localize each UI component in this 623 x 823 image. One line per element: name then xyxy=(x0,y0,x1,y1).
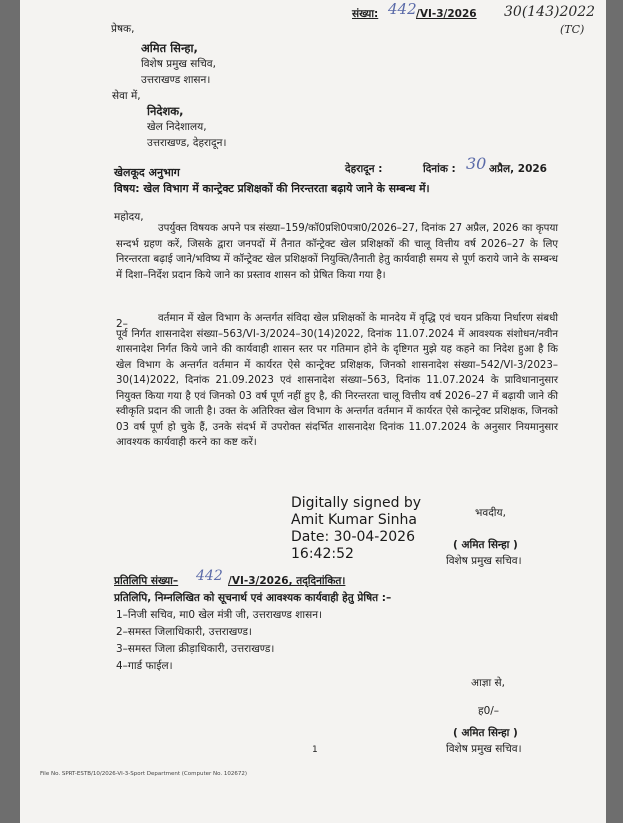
order-signatory-designation: विशेष प्रमुख सचिव। xyxy=(446,743,522,755)
copy-number-label xyxy=(114,575,178,588)
recipient-name: निदेशक, xyxy=(147,104,184,118)
date-label: दिनांक : xyxy=(423,163,456,175)
recipient-label: सेवा में, xyxy=(112,90,141,102)
sender-designation: विशेष प्रमुख सचिव, xyxy=(141,58,216,70)
recipient-office: खेल निदेशालय, xyxy=(147,121,207,133)
by-order: आज्ञा से, xyxy=(471,677,505,689)
signed-mark: ह0/– xyxy=(478,705,500,717)
closing-signatory-designation: विशेष प्रमुख सचिव। xyxy=(446,555,522,567)
copy-intro: प्रतिलिपि, निम्नलिखित को सूचनार्थ एवं आवश्यक कार्यवाही हेतु प्रेषित :– xyxy=(114,592,392,604)
copy-item-1: 1–निजी सचिव, मा0 खेल मंत्री जी, उत्तराखण्ड शासन। xyxy=(116,609,323,621)
sender-office: उत्तराखण्ड शासन। xyxy=(141,74,211,86)
letter-number-value: 442 xyxy=(388,0,417,18)
sender-name: अमित सिन्हा, xyxy=(141,41,198,55)
handwritten-file-ref: 30(143)2022 xyxy=(504,4,596,20)
place: देहरादून : xyxy=(345,163,383,175)
letter-page xyxy=(20,0,606,823)
copy-number-rest: /VI-3/2026, तद्‌दिनांकित। xyxy=(228,575,346,587)
copy-number-value: 442 xyxy=(196,568,223,584)
order-signatory-name: ( अमित सिन्हा ) xyxy=(453,727,518,739)
recipient-place: उत्तराखण्ड, देहरादून। xyxy=(147,137,227,149)
copy-item-4: 4–गार्ड फाईल। xyxy=(116,660,173,672)
copy-item-3: 3–समस्त जिला क्रीड़ाधिकारी, उत्तराखण्ड। xyxy=(116,643,275,655)
footer-file-number: File No. SPRT-ESTB/10/2026-VI-3-Sport Department (Computer No. 102672) xyxy=(40,771,248,777)
copy-item-2: 2–समस्त जिलाधिकारी, उत्तराखण्ड। xyxy=(116,626,252,638)
copy-number-label-text: प्रतिलिपि संख्या– xyxy=(114,575,179,587)
letter-number-label: संख्या: xyxy=(352,8,379,20)
salutation: महोदय, xyxy=(114,211,144,223)
subject-line: विषय: खेल विभाग में कान्ट्रेक्ट प्रशिक्षकों की निरन्तरता बढ़ाये जाने के सम्बन्ध में। xyxy=(114,182,430,195)
closing-signatory-name: ( अमित सिन्हा ) xyxy=(453,539,518,551)
date-day: 30 xyxy=(466,154,487,173)
sender-label: प्रेषक, xyxy=(111,23,135,35)
page-number: 1 xyxy=(312,745,318,755)
digital-signature-line-2: Amit Kumar Sinha xyxy=(291,512,417,528)
paragraph-2-number: 2– xyxy=(116,318,128,330)
digital-signature-line-4: 16:42:52 xyxy=(291,546,354,562)
paragraph-1: उपर्युक्त विषयक अपने पत्र संख्या–159/कॉ0प्रशि0पत्रा0/2026–27, दिनांक 27 अप्रैल, 2026 का कृपया सन्दर्भ ग्रहण करें, जिसके द्वारा जनपदों में तैनात कॉन्ट्रेक्ट खेल प्रशिक्षकों की चालू वित्तीय वर्ष 2026–27 के लिए निरन्तरता बढ़ाई जाने/भविष्य में कॉन्ट्रेक्ट खेल प्रशिक्षकों नियुक्ति/तैनाती हेतु कार्यवाही समय से पूर्ण कराये जाने के सम्बन्ध में दिशा–निर्देश प्रदान किये जाने का प्रस्ताव शासन को प्रेषित किया गया है। xyxy=(116,223,558,281)
digital-signature-block xyxy=(291,495,421,563)
paragraph-2: वर्तमान में खेल विभाग के अन्तर्गत संविदा खेल प्रशिक्षकों के मानदेय में वृद्धि एवं चयन प्रकिया निर्धारण संबधी पूर्व निर्गत शासनादेश संख्या–563/VI-3/2024–30(14)2022, दिनांक 11.07.2024 में आवश्यक संशोधन/नवीन शासनादेश निर्गत किये जाने की कार्यवाही शासन स्तर पर गतिमान होने के दृष्टिगत मुझे यह कहने का निदेश हुआ है कि खेल विभाग के अन्तर्गत वर्तमान में कार्यरत ऐसे कान्ट्रेक्ट प्रशिक्षक, जिनको शासनादेश संख्या–542/VI-3/2023–30(14)2022, दिनांक 21.09.2023 एवं शासनादेश संख्या–563, दिनांक 11.07.2024 के प्राविधानानुसार नियुक्त किया गया है एवं जिनको 03 वर्ष पूर्ण नहीं हुए है, की निरन्तरता चालू वित्तीय वर्ष 2026–27 में बढ़ायी जाने की स्वीकृति प्रदान की जाती है। उक्त के अतिरिक्त खेल विभाग के अन्तर्गत वर्तमान में कार्यरत ऐसे कान्ट्रेक्ट प्रशिक्षक, जिनको 03 वर्ष पूर्ण हो चुके हैं, उनके संदर्भ में उपरोक्त संदर्भित शासनादेश दिनांक 11.07.2024 के अनुसार नियमानुसार आवश्यक कार्यवाही करने का कष्ट करें। xyxy=(116,313,558,448)
handwritten-file-ref-suffix: (TC) xyxy=(560,23,585,36)
section-name: खेलकूद अनुभाग xyxy=(114,166,180,179)
yours-faithfully: भवदीय, xyxy=(475,507,506,519)
digital-signature-line-1: Digitally signed by xyxy=(291,495,422,511)
digital-signature-line-3: Date: 30-04-2026 xyxy=(291,529,415,545)
letter-number-section: /VI-3/2026 xyxy=(416,8,477,20)
date-month-year: अप्रैल, 2026 xyxy=(489,163,547,175)
